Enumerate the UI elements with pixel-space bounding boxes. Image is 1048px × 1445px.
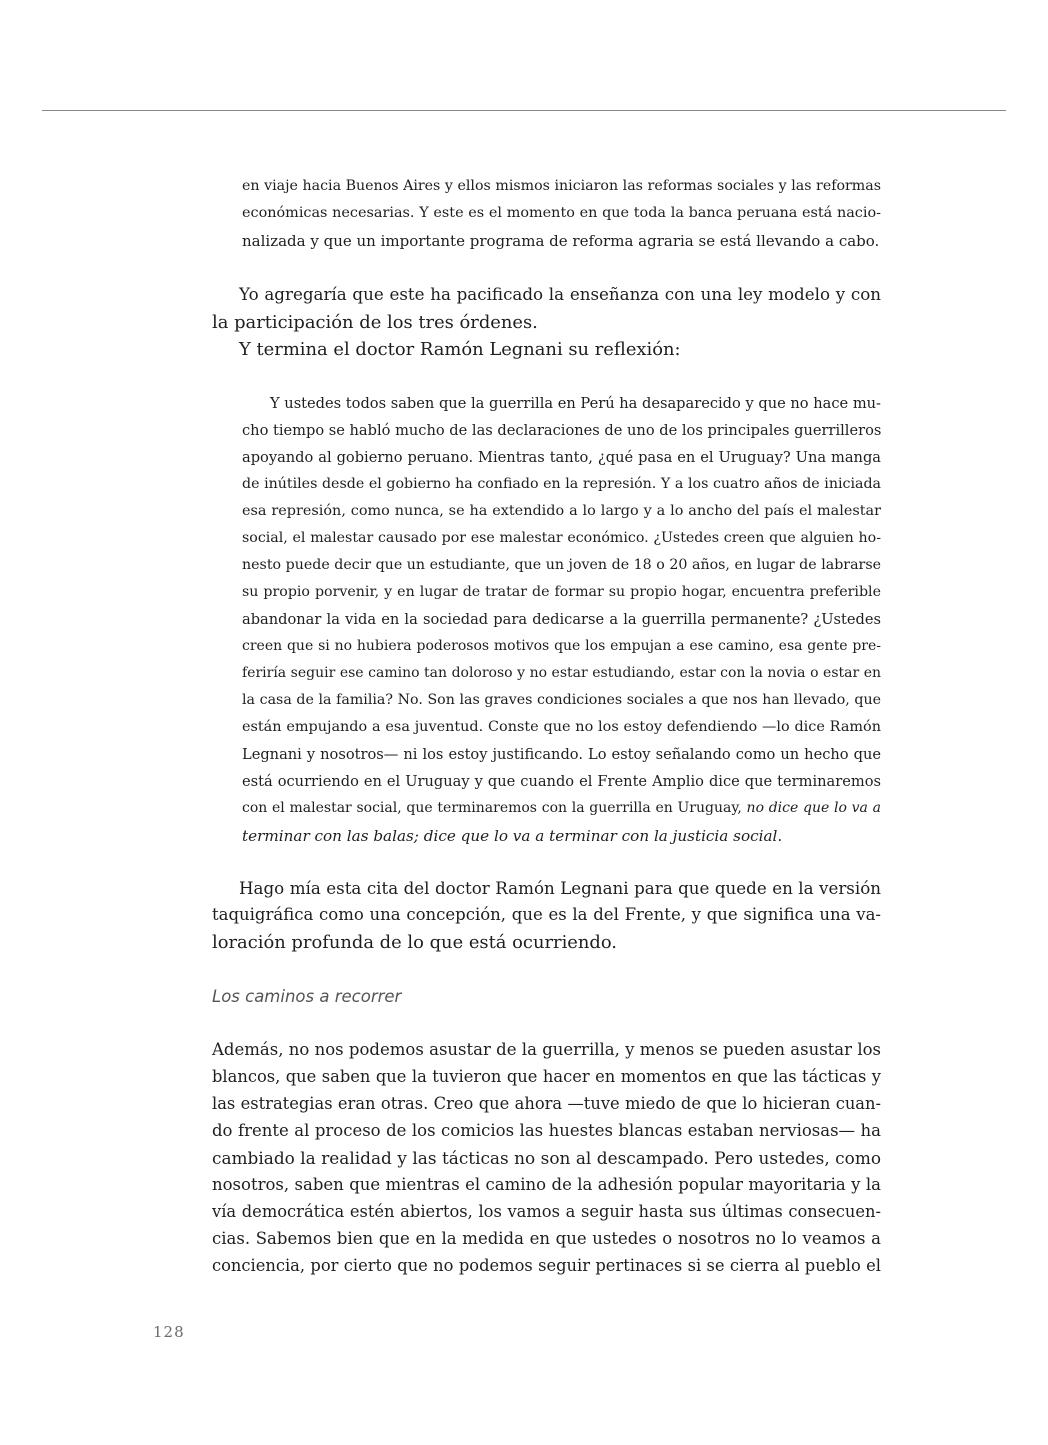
quote-text: con el malestar social, que terminaremos con la guerrilla en Uruguay, <box>242 800 747 816</box>
quote-line: cho tiempo se habló mucho de las declaraciones de uno de los principales guerrilleros <box>242 422 882 439</box>
quote-line: creen que si no hubiera poderosos motivos que los empujan a ese camino, esa gente pre- <box>242 638 881 654</box>
quote-line: abandonar la vida en la sociedad para dedicarse a la guerrilla permanente? ¿Ustedes <box>242 611 881 628</box>
quote-line: está ocurriendo en el Uruguay y que cuando el Frente Amplio dice que terminaremos <box>242 773 881 790</box>
quote-text: . <box>777 827 783 845</box>
quote-line: esa represión, como nunca, se ha extendido a lo largo y a lo ancho del país el malestar <box>242 503 881 519</box>
body-line: taquigráfica como una concepción, que es la del Frente, y que significa una va- <box>212 905 881 924</box>
quote-italic-text: no dice que lo va a <box>746 800 881 816</box>
body-line: loración profunda de lo que está ocurriendo. <box>212 932 617 953</box>
body-line: cias. Sabemos bien que en la medida en que ustedes o nosotros no lo veamos a <box>212 1229 881 1248</box>
section-heading: Los caminos a recorrer <box>212 987 402 1006</box>
body-line: vía democrática estén abiertos, los vamos a seguir hasta sus últimas consecuen- <box>212 1202 881 1221</box>
body-line: conciencia, por cierto que no podemos seguir pertinaces si se cierra al pueblo el <box>212 1256 881 1275</box>
quote-line: económicas necesarias. Y este es el momento en que toda la banca peruana está nacio- <box>242 205 881 221</box>
body-line: la participación de los tres órdenes. <box>212 312 538 333</box>
body-line: las estrategias eran otras. Creo que ahora —tuve miedo de que lo hicieran cuan- <box>212 1094 881 1113</box>
body-line: Además, no nos podemos asustar de la guerrilla, y menos se pueden asustar los <box>212 1040 881 1059</box>
quote-line <box>242 827 782 845</box>
quote-line: están empujando a esa juventud. Conste que no los estoy defendiendo —lo dice Ramón <box>242 719 881 735</box>
body-line: blancos, que saben que la tuvieron que hacer en momentos en que las tácticas y <box>212 1067 881 1086</box>
body-line: Hago mía esta cita del doctor Ramón Legnani para que quede en la versión <box>239 878 881 898</box>
page-number: 128 <box>153 1323 185 1341</box>
body-line: Yo agregaría que este ha pacificado la enseñanza con una ley modelo y con <box>239 284 881 304</box>
body-line: Y termina el doctor Ramón Legnani su reflexión: <box>239 339 681 360</box>
quote-line: feriría seguir ese camino tan doloroso y no estar estudiando, estar con la novia o estar en <box>242 665 881 681</box>
quote-line: apoyando al gobierno peruano. Mientras tanto, ¿qué pasa en el Uruguay? Una manga <box>242 449 881 466</box>
header-rule <box>42 110 1006 111</box>
quote-line: su propio porvenir, y en lugar de tratar de formar su propio hogar, encuentra preferible <box>242 584 881 600</box>
quote-line: social, el malestar causado por ese malestar económico. ¿Ustedes creen que alguien ho- <box>242 530 881 546</box>
quote-line: la casa de la familia? No. Son las graves condiciones sociales a que nos han llevado, que <box>242 692 881 708</box>
body-line: do frente al proceso de los comicios las huestes blancas estaban nerviosas— ha <box>212 1121 881 1140</box>
quote-line: en viaje hacia Buenos Aires y ellos mismos iniciaron las reformas sociales y las reformas <box>242 178 881 194</box>
quote-line: Y ustedes todos saben que la guerrilla en Perú ha desaparecido y que no hace mu- <box>270 395 881 412</box>
quote-line: nalizada y que un importante programa de reforma agraria se está llevando a cabo. <box>242 232 880 250</box>
quote-line: nesto puede decir que un estudiante, que un joven de 18 o 20 años, en lugar de labrarse <box>242 557 881 573</box>
body-line: cambiado la realidad y las tácticas no son al descampado. Pero ustedes, como <box>212 1148 881 1168</box>
body-line: nosotros, saben que mientras el camino de la adhesión popular mayoritaria y la <box>212 1175 881 1194</box>
quote-line: de inútiles desde el gobierno ha confiado en la represión. Y a los cuatro años de iniciada <box>242 476 881 492</box>
quote-line: Legnani y nosotros— ni los estoy justificando. Lo estoy señalando como un hecho que <box>242 746 881 763</box>
quote-line <box>242 800 881 816</box>
quote-italic-text: terminar con las balas; dice que lo va a terminar con la justicia social <box>242 827 778 845</box>
